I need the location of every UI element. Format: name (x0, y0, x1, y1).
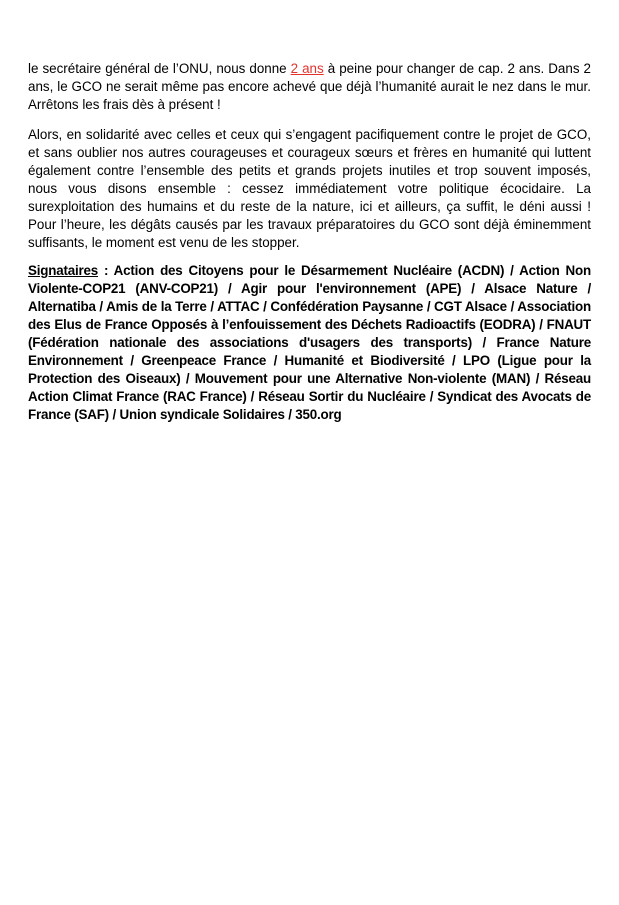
paragraph-conclusion-text-after: à peine pour changer de cap. 2 ans. Dans 2 ans, le GCO ne serait même pas encore achevé que déjà l’humanité aurait le nez dans le mur. Arrêtons les frais dès à présent ! (28, 61, 591, 112)
paragraph-appeal: Alors, en solidarité avec celles et ceux qui s’engagent pacifiquement contre le projet de GCO, et sans oublier nos autres courageuses et courageux sœurs et frères en humanité qui luttent également contre l’ensemble des petits et grands projets inutiles et trop souvent imposés, nous vous disons ensemble : cessez immédiatement votre politique écocidaire. La surexploitation des humains et du reste de la nature, ici et ailleurs, ça suffit, le déni aussi ! Pour l’heure, les dégâts causés par les travaux préparatoires du GCO sont déjà éminemment suffisants, le moment est venu de les stopper. (28, 127, 591, 250)
paragraph-conclusion-text-before: le secrétaire général de l’ONU, nous donne (28, 61, 291, 76)
two-years-link[interactable]: 2 ans (290, 61, 324, 76)
paragraph-conclusion (28, 60, 591, 114)
signatories-separator: : (98, 263, 114, 278)
signatories-label: Signataires (28, 263, 98, 278)
signatories-list: Action des Citoyens pour le Désarmement Nucléaire (ACDN) / Action Non Violente-COP21 (ANV-COP21) / Agir pour l'environnement (APE) / Alsace Nature / Alternatiba / Amis de la Terre / ATTAC / Confédération Paysanne / CGT Alsace / Association des Elus de France Opposés à l’enfouissement des Déchets Radioactifs (EODRA) / FNAUT (Fédération nationale des associations d'usagers des transports) / France Nature Environnement / Greenpeace France / Humanité et Biodiversité / LPO (Ligue pour la Protection des Oiseaux) / Mouvement pour une Alternative Non-violente (MAN) / Réseau Action Climat France (RAC France) / Réseau Sortir du Nucléaire / Syndicat des Avocats de France (SAF) / Union syndicale Solidaires / 350.org (28, 263, 591, 422)
signatories-paragraph (28, 262, 591, 424)
